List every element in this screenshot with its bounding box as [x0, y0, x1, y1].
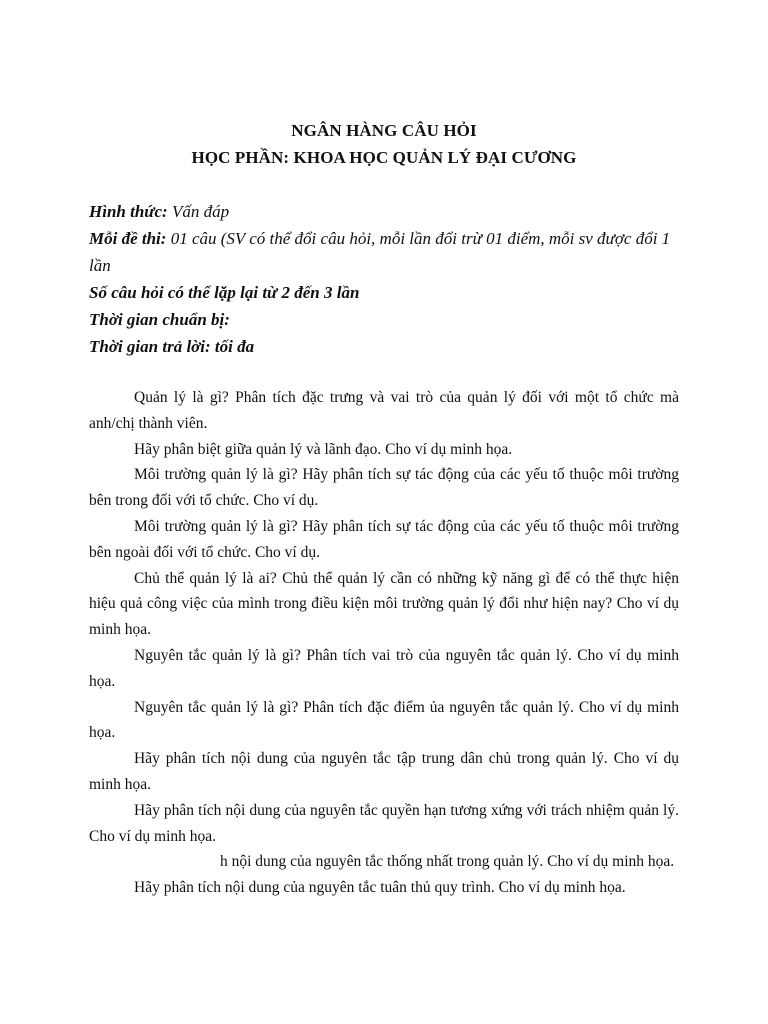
- question-item: Hãy phân tích nội dung của nguyên tắc quyền hạn tương xứng với trách nhiệm quản lý. Cho ví dụ minh họa.: [89, 801, 679, 845]
- question-item: Nguyên tắc quản lý là gì? Phân tích đặc điểm ủa nguyên tắc quản lý. Cho ví dụ minh họa.: [89, 698, 679, 742]
- repeat-info: Số câu hỏi có thể lặp lại từ 2 đến 3 lần: [89, 283, 360, 302]
- prep-time: Thời gian chuẩn bị:: [89, 310, 230, 329]
- question-item: Quản lý là gì? Phân tích đặc trưng và vai trò của quản lý đối với một tổ chức mà anh/chị thành viên.: [89, 389, 679, 432]
- per-exam-info: [89, 225, 689, 279]
- question-item: Môi trường quản lý là gì? Hãy phân tích sự tác động của các yếu tố thuộc môi trường bên trong đối với tổ chức. Cho ví dụ.: [89, 466, 679, 510]
- question-item: Chủ thể quản lý là ai? Chủ thể quản lý cần có những kỹ năng gì để có thể thực hiện hiệu quả công việc của mình trong điều kiện môi trường quản lý đổi như hiện nay? Cho ví dụ minh họa.: [89, 569, 679, 639]
- question-item: h nội dung của nguyên tắc thống nhất trong quản lý. Cho ví dụ minh họa.: [220, 853, 675, 871]
- question-item: Môi trường quản lý là gì? Hãy phân tích sự tác động của các yếu tố thuộc môi trường bên ngoài đối với tổ chức. Cho ví dụ.: [89, 517, 679, 561]
- exam-format: [89, 198, 689, 225]
- per-exam-value: 01 câu (SV có thể đổi câu hỏi, mỗi lần đổi trừ 01 điểm, mỗi sv được đổi 1 lần: [89, 229, 671, 275]
- question-item: Nguyên tắc quản lý là gì? Phân tích vai trò của nguyên tắc quản lý. Cho ví dụ minh họa.: [89, 646, 679, 690]
- question-item: Hãy phân tích nội dung của nguyên tắc tuân thủ quy trình. Cho ví dụ minh họa.: [134, 879, 626, 897]
- document-title: NGÂN HÀNG CÂU HỎI: [291, 121, 477, 140]
- course-title: HỌC PHẦN: KHOA HỌC QUẢN LÝ ĐẠI CƯƠNG: [191, 148, 577, 167]
- question-item: Hãy phân biệt giữa quản lý và lãnh đạo. Cho ví dụ minh họa.: [134, 440, 513, 458]
- question-item: Hãy phân tích nội dung của nguyên tắc tập trung dân chủ trong quản lý. Cho ví dụ minh họa.: [89, 750, 679, 793]
- answer-time: Thời gian trả lời: tối đa: [89, 337, 255, 356]
- exam-format-value: Vấn đáp: [167, 202, 230, 221]
- question-list: [89, 385, 679, 901]
- exam-format-label: Hình thức:: [89, 202, 168, 221]
- per-exam-label: Mỗi đề thi:: [89, 229, 167, 248]
